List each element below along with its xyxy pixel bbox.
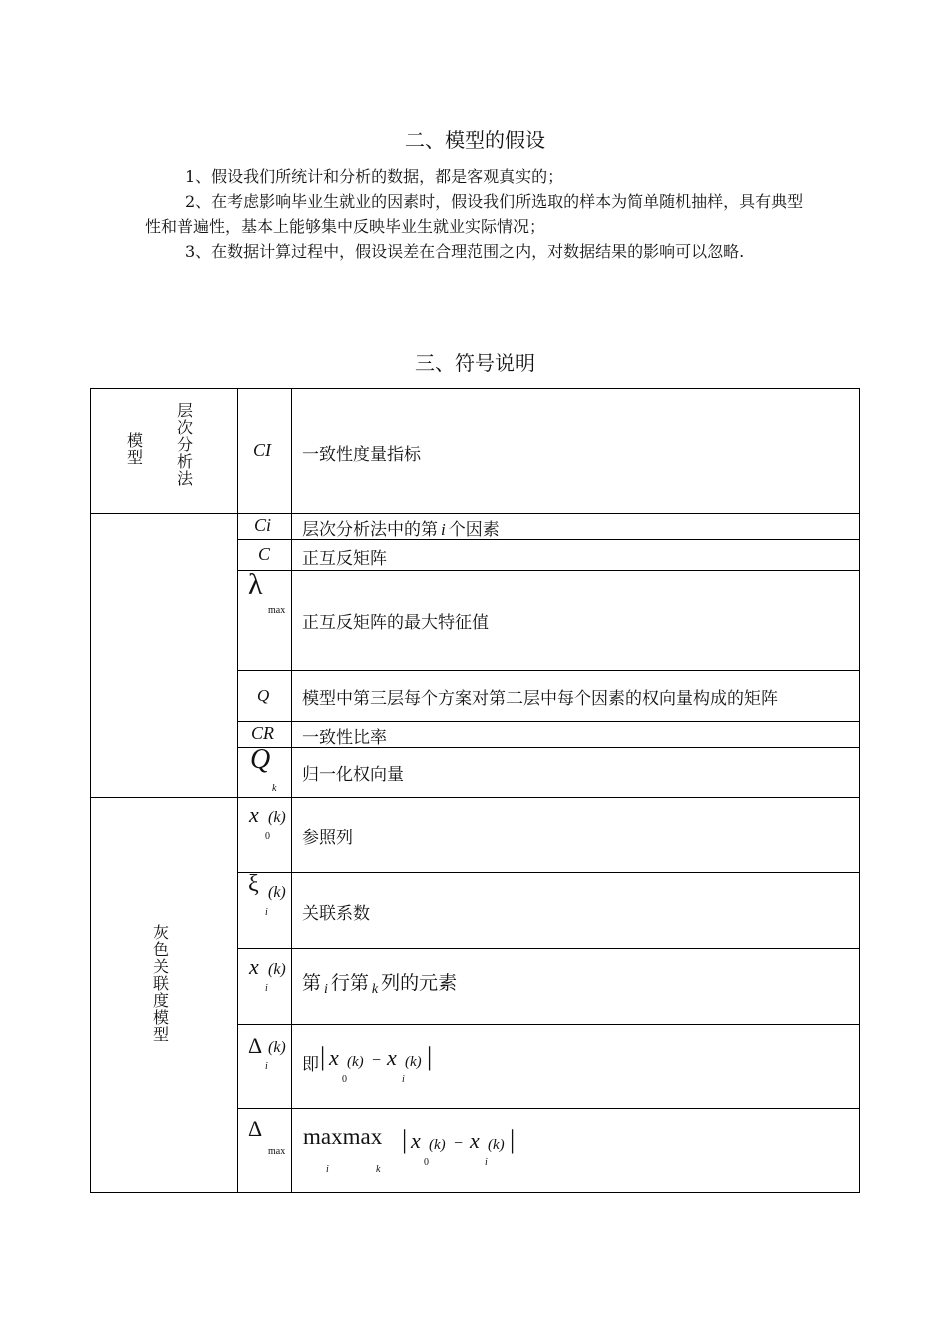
formula2-xi-sub: i xyxy=(485,1157,488,1168)
symbol-xi: ξ xyxy=(248,871,259,897)
symbol-x0-sub: 0 xyxy=(265,831,270,842)
symbol-ci-factor: Ci xyxy=(254,515,272,535)
formula2-x0-sub: 0 xyxy=(424,1157,429,1168)
symbol-delta-max: Δ xyxy=(248,1116,263,1141)
symbol-delta-i-sub: i xyxy=(265,1061,268,1072)
formula-xi-sub: i xyxy=(402,1074,405,1085)
symbol-cr: CR xyxy=(251,723,275,743)
formula2-xi-arg: (k) xyxy=(488,1137,505,1153)
formula-xi-arg: (k) xyxy=(405,1054,422,1070)
group-label-ahp-b: 模 型 xyxy=(126,431,143,467)
symbol-xi-arg: (k) xyxy=(268,884,286,901)
abs-bar-right: | xyxy=(427,1042,433,1071)
symbol-qk-sub: k xyxy=(272,783,277,794)
desc-cr: 一致性比率 xyxy=(302,728,387,748)
assumption-3: 3、在数据计算过程中，假设误差在合理范围之内，对数据结果的影响可以忽略. xyxy=(185,242,745,261)
abs-bar-right-2: | xyxy=(510,1125,516,1154)
assumption-2: 2、在考虑影响毕业生就业的因素时，假设我们所选取的样本为简单随机抽样，具有典型性和普遍性，基本上能够集中反映毕业生就业实际情况； xyxy=(145,192,804,236)
group-label-ahp-a: 层 次 分 析 法 xyxy=(176,401,193,488)
abs-bar-left: | xyxy=(320,1042,326,1071)
symbol-xi-elem: x xyxy=(249,954,259,979)
formula-maxmax-sub-i: i xyxy=(326,1164,329,1175)
assumption-1: 1、假设我们所统计和分析的数据，都是客观真实的； xyxy=(185,167,564,186)
symbol-lambda: λ xyxy=(248,568,263,601)
abs-bar-left-2: | xyxy=(402,1125,408,1154)
desc-lambda: 正互反矩阵的最大特征值 xyxy=(302,613,489,633)
symbol-delta-max-sub: max xyxy=(268,1146,286,1157)
formula2-x0-arg: (k) xyxy=(429,1137,446,1153)
symbol-lambda-sub: max xyxy=(268,605,286,616)
desc-ci-factor: 层次分析法中的第 i 个因素 xyxy=(302,520,500,540)
section-title-assumptions: 二、模型的假设 xyxy=(405,128,545,152)
symbol-c: C xyxy=(258,544,271,564)
formula-maxmax: maxmax xyxy=(303,1124,383,1149)
desc-x0: 参照列 xyxy=(302,828,353,848)
symbol-ci: CI xyxy=(253,440,271,460)
formula2-xi: x xyxy=(470,1128,480,1153)
desc-xi-elem: 第 $_i$ 行第 $_k$ 列的元素 xyxy=(302,972,458,997)
symbol-x0: x xyxy=(249,802,259,827)
formula-x0-arg: (k) xyxy=(347,1054,364,1070)
symbol-delta-i: Δ xyxy=(248,1033,263,1058)
symbol-xi-sub: i xyxy=(265,907,268,918)
formula-minus: − xyxy=(372,1052,382,1069)
formula-xi: x xyxy=(387,1045,397,1070)
desc-c: 正互反矩阵 xyxy=(302,549,387,569)
symbol-q-matrix: Q xyxy=(257,686,270,705)
formula-maxmax-sub-k: k xyxy=(376,1164,381,1175)
symbol-qk: Q xyxy=(250,744,271,775)
desc-q-matrix: 模型中第三层每个方案对第二层中每个因素的权向量构成的矩阵 xyxy=(302,689,778,709)
desc-xi: 关联系数 xyxy=(302,904,370,924)
symbol-xi-elem-arg: (k) xyxy=(268,961,286,978)
formula-x0-sub: 0 xyxy=(342,1074,347,1085)
desc-delta-i: 即 xyxy=(302,1055,319,1075)
desc-qk: 归一化权向量 xyxy=(302,765,404,785)
formula-x0: x xyxy=(329,1045,339,1070)
symbol-delta-i-arg: (k) xyxy=(268,1039,286,1056)
symbol-table xyxy=(90,388,860,1193)
formula2-x0: x xyxy=(411,1128,421,1153)
section-title-symbols: 三、符号说明 xyxy=(415,351,535,375)
desc-ci: 一致性度量指标 xyxy=(302,445,421,465)
symbol-xi-elem-sub: i xyxy=(265,983,268,994)
symbol-x0-arg: (k) xyxy=(268,809,286,826)
group-label-grey: 灰 色 关 联 度 模 型 xyxy=(152,923,169,1044)
formula2-minus: − xyxy=(454,1135,464,1152)
